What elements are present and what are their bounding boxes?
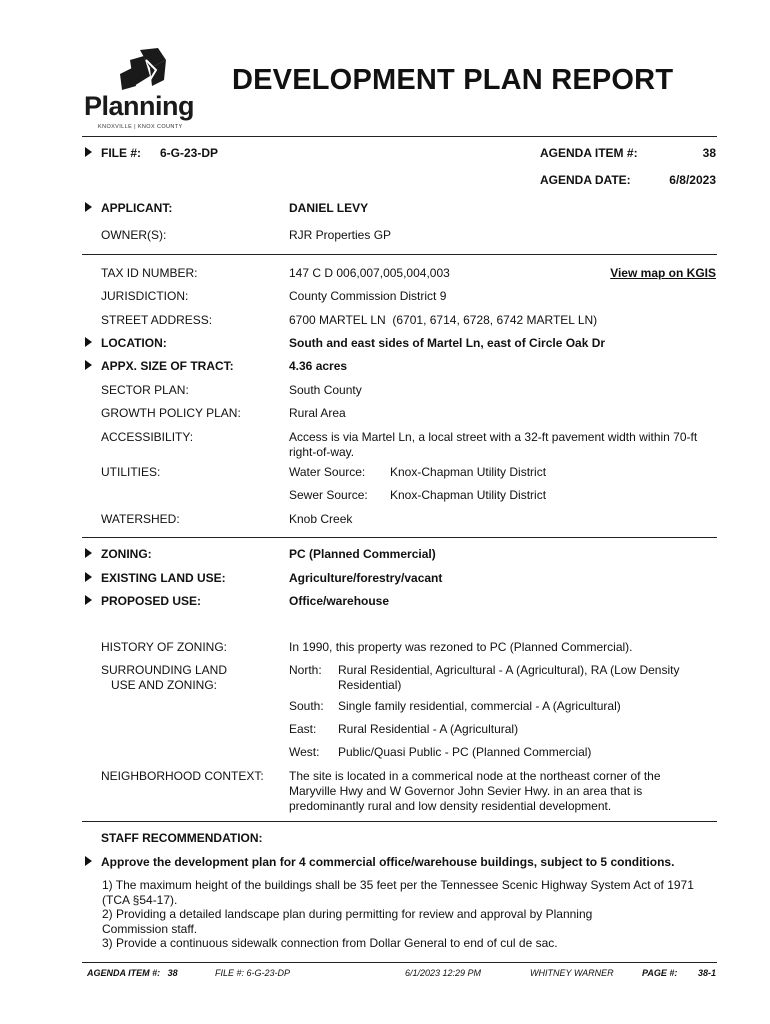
accessibility-label: ACCESSIBILITY:: [101, 430, 194, 444]
watershed-value: Knob Creek: [289, 512, 353, 526]
existing-use-label: EXISTING LAND USE:: [101, 571, 226, 585]
growth-policy-value: Rural Area: [289, 406, 346, 420]
applicant-label: APPLICANT:: [101, 201, 173, 215]
footer-author: WHITNEY WARNER: [530, 968, 614, 978]
agenda-date-value: 6/8/2023: [669, 173, 716, 187]
logo-subtitle: KNOXVILLE | KNOX COUNTY: [98, 124, 183, 130]
jurisdiction-value: County Commission District 9: [289, 289, 447, 303]
logo-wordmark: Planning: [84, 91, 194, 121]
existing-use-value: Agriculture/forestry/vacant: [289, 571, 443, 585]
footer-timestamp: 6/1/2023 12:29 PM: [405, 968, 482, 978]
proposed-use-value: Office/warehouse: [289, 594, 390, 608]
footer-page-value: 38-1: [697, 968, 716, 978]
kgis-map-link[interactable]: View map on KGIS: [610, 266, 716, 280]
street-address-label: STREET ADDRESS:: [101, 313, 213, 327]
tract-arrow-icon: [85, 360, 92, 370]
staff-summary: Approve the development plan for 4 commercial office/warehouse buildings, subject to 5 conditions.: [101, 855, 675, 869]
context-divider: [82, 821, 717, 822]
condition-2: 2) Providing a detailed landscape plan during permitting for review and approval by Planning Commission staff.: [102, 907, 593, 936]
history-value: In 1990, this property was rezoned to PC (Planned Commercial).: [289, 640, 633, 654]
zoning-arrow-icon: [85, 548, 92, 558]
sewer-source-value: Knox-Chapman Utility District: [390, 488, 547, 502]
west-value: Public/Quasi Public - PC (Planned Commercial): [338, 745, 592, 759]
applicant-divider: [82, 254, 717, 255]
recommendation-arrow-icon: [85, 856, 92, 866]
accessibility-value: Access is via Martel Ln, a local street with a 32-ft pavement width within 70-ft right-of-way.: [289, 430, 698, 459]
sewer-source-label: Sewer Source:: [289, 488, 368, 502]
growth-policy-label: GROWTH POLICY PLAN:: [101, 406, 241, 420]
sector-plan-label: SECTOR PLAN:: [101, 383, 189, 397]
owner-value: RJR Properties GP: [289, 228, 392, 242]
tract-size-label: APPX. SIZE OF TRACT:: [101, 359, 234, 373]
south-label: South:: [289, 699, 324, 713]
file-value: 6-G-23-DP: [160, 146, 219, 160]
file-label: FILE #:: [101, 146, 142, 160]
zoning-label: ZONING:: [101, 547, 152, 561]
east-label: East:: [289, 722, 317, 736]
jurisdiction-label: JURISDICTION:: [101, 289, 189, 303]
proposed-use-arrow-icon: [85, 595, 92, 605]
location-label: LOCATION:: [101, 336, 167, 350]
condition-1: 1) The maximum height of the buildings shall be 35 feet per the Tennessee Scenic Highway System Act of 1971 (TCA §54-17).: [102, 878, 694, 907]
north-label: North:: [289, 663, 322, 677]
utilities-label: UTILITIES:: [101, 465, 161, 479]
location-arrow-icon: [85, 337, 92, 347]
header-divider: [82, 136, 717, 137]
zoning-value: PC (Planned Commercial): [289, 547, 436, 561]
owner-label: OWNER(S):: [101, 228, 167, 242]
footer-divider: [82, 962, 717, 963]
tax-id-value: 147 C D 006,007,005,004,003: [289, 266, 450, 280]
existing-use-arrow-icon: [85, 572, 92, 582]
street-address-value: 6700 MARTEL LN (6701, 6714, 6728, 6742 MARTEL LN): [289, 313, 598, 327]
surrounding-label-line2: USE AND ZONING:: [111, 678, 218, 692]
footer-page-label: PAGE #:: [642, 968, 678, 978]
north-value: Rural Residential, Agricultural - A (Agricultural), RA (Low Density Residential): [338, 663, 680, 692]
water-source-value: Knox-Chapman Utility District: [390, 465, 547, 479]
file-arrow-icon: [85, 147, 92, 157]
sector-plan-value: South County: [289, 383, 362, 397]
watershed-label: WATERSHED:: [101, 512, 180, 526]
applicant-arrow-icon: [85, 202, 92, 212]
tax-id-label: TAX ID NUMBER:: [101, 266, 198, 280]
footer-file: FILE #: 6-G-23-DP: [215, 968, 291, 978]
planning-logo-icon: [84, 46, 194, 96]
water-source-label: Water Source:: [289, 465, 366, 479]
report-title: DEVELOPMENT PLAN REPORT: [232, 64, 674, 96]
agenda-item-value: 38: [702, 146, 716, 160]
property-divider: [82, 537, 717, 538]
south-value: Single family residential, commercial - A (Agricultural): [338, 699, 621, 713]
agenda-date-label: AGENDA DATE:: [540, 173, 631, 187]
staff-heading: STAFF RECOMMENDATION:: [101, 831, 263, 845]
surrounding-label-line1: SURROUNDING LAND: [101, 663, 228, 677]
east-value: Rural Residential - A (Agricultural): [338, 722, 519, 736]
west-label: West:: [289, 745, 320, 759]
footer-agenda-item: AGENDA ITEM #: 38: [87, 968, 178, 978]
history-label: HISTORY OF ZONING:: [101, 640, 228, 654]
proposed-use-label: PROPOSED USE:: [101, 594, 202, 608]
tract-size-value: 4.36 acres: [289, 359, 348, 373]
condition-3: 3) Provide a continuous sidewalk connection from Dollar General to end of cul de sac.: [102, 936, 558, 950]
neighborhood-label: NEIGHBORHOOD CONTEXT:: [101, 769, 264, 783]
agenda-item-label: AGENDA ITEM #:: [540, 146, 638, 160]
location-value: South and east sides of Martel Ln, east of Circle Oak Dr: [289, 336, 606, 350]
neighborhood-value: The site is located in a commerical node at the northeast corner of the Maryville Hwy and W Governor John Sevier Hwy. in an area that is predominantly rural and low density residential development.: [289, 769, 661, 813]
applicant-value: DANIEL LEVY: [289, 201, 369, 215]
